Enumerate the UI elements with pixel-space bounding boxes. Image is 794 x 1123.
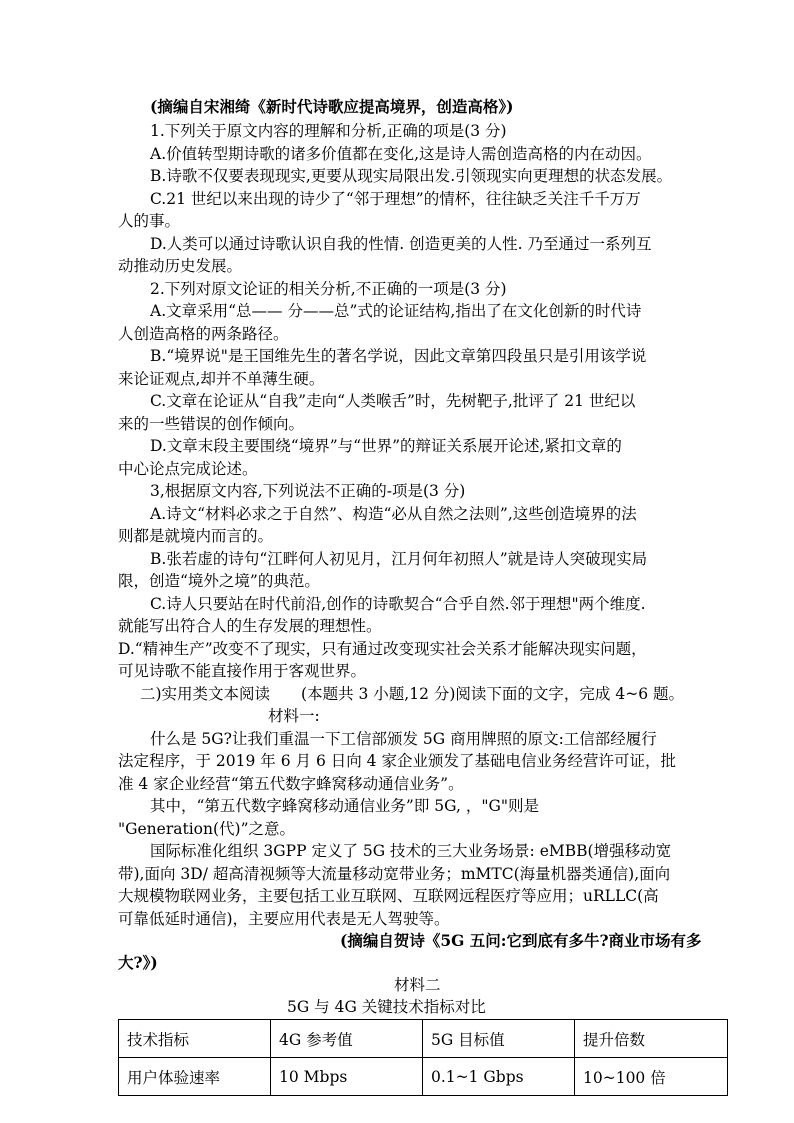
question-2-option-d: D.文章末段主要围绕“境界”与“世界”的辩证关系展开论述,紧扣文章的	[150, 437, 622, 455]
material-1-para-2-line-2: "Generation(代)”之意。	[118, 820, 296, 838]
question-2-option-a: A.文章采用“总—— 分——总”式的论证结构,指出了在文化创新的时代诗	[150, 302, 642, 320]
question-3-option-c-cont: 就能写出符合人的生存发展的理想性。	[118, 617, 382, 635]
material-1-source-cont: 大?》)	[118, 953, 158, 972]
table-header-cell: 技术指标	[119, 1020, 271, 1058]
material-1-para-1: 什么是 5G?让我们重温一下工信部颁发 5G 商用牌照的原文:工信部经履行	[150, 730, 657, 748]
question-3-option-d-cont: 可见诗歌不能直接作用于客观世界。	[118, 662, 367, 680]
question-3-option-a-cont: 则都是就境内而言的。	[118, 527, 274, 545]
question-2-option-b: B.“境界说"是王国维先生的著名学说，因此文章第四段虽只是引用该学说	[150, 347, 647, 365]
material-1-para-2: 其中，“第五代数字蜂窝移动通信业务”即 5G, ，"G"则是	[150, 797, 539, 815]
question-1-option-c: C.21 世纪以来出现的诗少了“邻于理想”的情杯，往往缺乏关注千千万万	[150, 190, 641, 208]
question-3-option-b: B.张若虚的诗句“江畔何人初见月，江月何年初照人”就是诗人突破现实局	[150, 550, 648, 568]
question-3-option-d: D.“精神生产”改变不了现实，只有通过改变现实社会关系才能解决现实问题，	[118, 640, 647, 658]
section-heading: 二)实用类文本阅读 (本题共 3 小题,12 分)阅读下面的文字，完成 4~6 题。	[140, 685, 685, 703]
comparison-table	[118, 1019, 728, 1096]
question-1-option-a: A.价值转型期诗歌的诸多价值都在变化,这是诗人需创造高格的内在动因。	[150, 145, 652, 163]
material-2-title: 材料二	[394, 976, 441, 994]
material-1-para-3-line-3: 大规模物联网业务，主要包括工业互联网、互联网远程医疗等应用；uRLLC(高	[118, 887, 659, 905]
material-1-para-1-line-2: 法定程序，于 2019 年 6 月 6 日向 4 家企业颁发了基础电信业务经营许可证，批	[118, 752, 676, 770]
source-citation: (摘编自宋湘绮《新时代诗歌应提高境界，创造高格》)	[150, 97, 514, 116]
question-1-option-b: B.诗歌不仅要表现现实,更要从现实局限出发.引领现实向更理想的状态发展。	[150, 167, 673, 185]
question-1-option-d: D.人类可以通过诗歌认识自我的性情. 创造更美的人性. 乃至通过一系列互	[150, 235, 652, 253]
question-2-option-d-cont: 中心论点完成论述。	[118, 460, 258, 478]
table-cell: 10 Mbps	[271, 1058, 423, 1096]
table-header-row	[119, 1020, 728, 1058]
material-1-para-3-line-2: 带),面向 3D/ 超高清视频等大流量移动宽带业务；mMTC(海量机器类通信),面向	[118, 865, 671, 883]
table-cell: 用户体验速率	[119, 1058, 271, 1096]
question-3-stem: 3,根据原文内容,下列说法不正确的-项是(3 分)	[150, 482, 466, 500]
table-header-cell: 提升倍数	[575, 1020, 728, 1058]
question-1-stem: 1.下列关于原文内容的理解和分析,正确的项是(3 分)	[150, 122, 507, 140]
material-1-title: 材料一:	[268, 707, 320, 725]
table-cell: 10~100 倍	[575, 1058, 728, 1096]
question-2-stem: 2.下列对原文论证的相关分析,不正确的一项是(3 分)	[150, 280, 507, 298]
material-1-source: (摘编自贺诗《5G 五问:它到底有多牛?商业市场有多	[340, 931, 702, 950]
question-2-option-a-cont: 人创造高格的两条路径。	[118, 325, 289, 343]
question-1-option-d-cont: 动推动历史发展。	[118, 257, 243, 275]
question-2-option-c: C.文章在论证从“自我”走向“人类喉舌”时，先树靶子,批评了 21 世纪以	[150, 392, 636, 410]
material-1-para-3-line-4: 可靠低延时通信)，主要应用代表是无人驾驶等。	[118, 910, 450, 928]
table-cell: 0.1~1 Gbps	[423, 1058, 575, 1096]
material-1-para-1-line-3: 准 4 家企业经营“第五代数字蜂窝移动通信业务”。	[118, 775, 464, 793]
table-header-cell: 4G 参考值	[271, 1020, 423, 1058]
question-2-option-b-cont: 来论证观点,却并不单薄生硬。	[118, 370, 325, 388]
question-2-option-c-cont: 来的一些错误的创作倾向。	[118, 415, 305, 433]
question-1-option-c-cont: 人的事。	[118, 212, 181, 230]
material-1-para-3: 国际标准化组织 3GPP 定义了 5G 技术的三大业务场景: eMBB(增强移动宽	[150, 842, 672, 860]
question-3-option-b-cont: 限，创造“境外之境”的典范。	[118, 572, 320, 590]
table-row	[119, 1058, 728, 1096]
question-3-option-a: A.诗文“材料必求之于自然”、构造“必从自然之法则”,这些创造境界的法	[150, 505, 637, 523]
table-header-cell: 5G 目标值	[423, 1020, 575, 1058]
question-3-option-c: C.诗人只要站在时代前沿,创作的诗歌契合“合乎自然.邻于理想"两个维度.	[150, 595, 646, 613]
table-title: 5G 与 4G 关键技术指标对比	[287, 998, 486, 1016]
